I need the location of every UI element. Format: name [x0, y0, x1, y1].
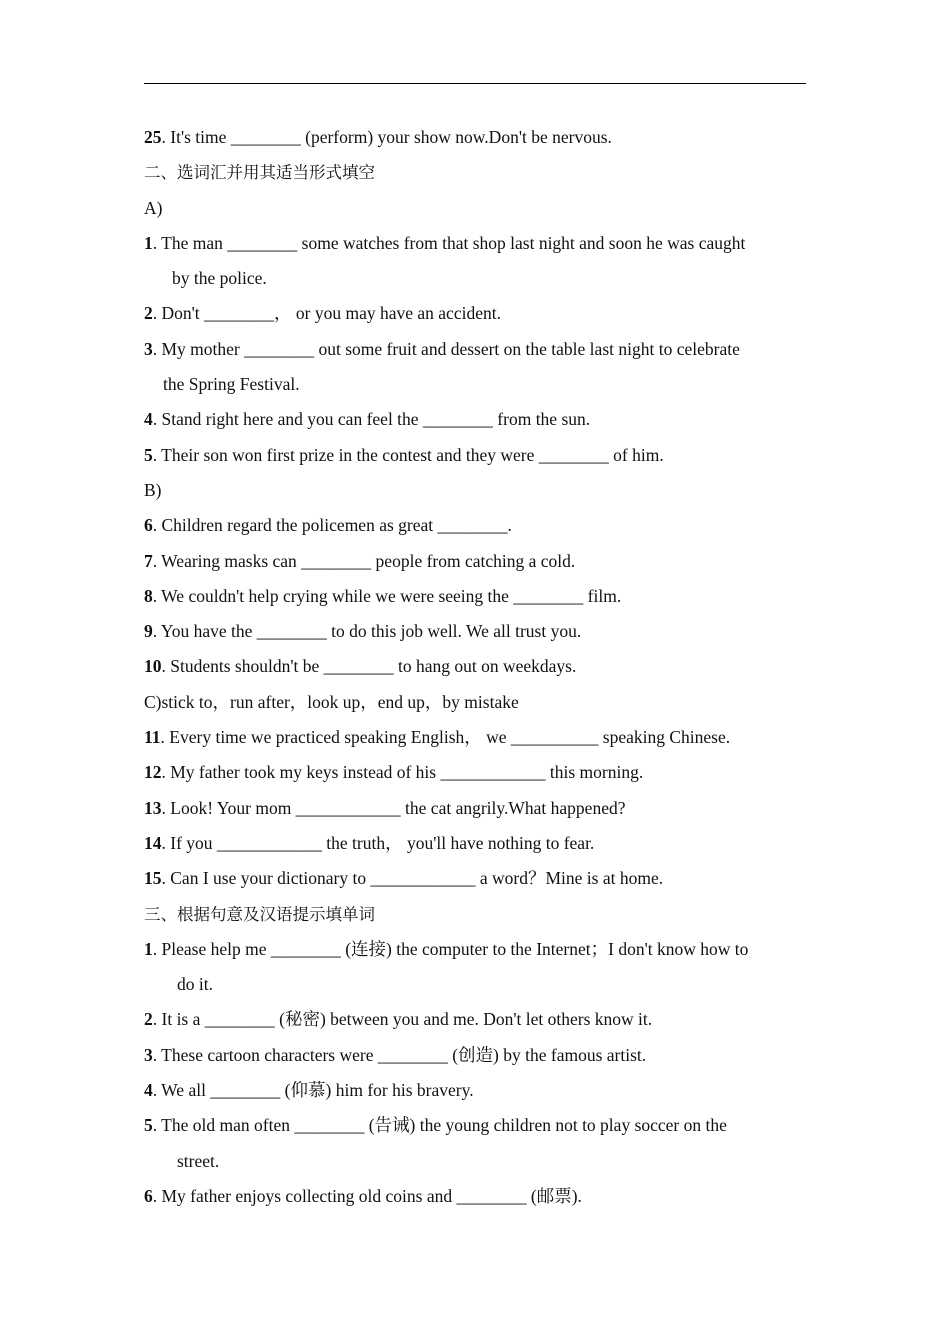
question-s6: 6. My father enjoys collecting old coins and ________ (邮票).: [144, 1185, 582, 1206]
question-number: 3: [144, 1044, 153, 1065]
header-rule: [144, 83, 806, 84]
question-a2: 2. Don't ________， or you may have an accident.: [144, 303, 501, 324]
question-number: 1: [144, 938, 153, 959]
question-number: 13: [144, 797, 162, 818]
question-number: 1: [144, 232, 153, 253]
question-number: 7: [144, 550, 153, 571]
question-a3-line2: the Spring Festival.: [163, 374, 300, 395]
part-c-word-bank: C)stick to，run after，look up，end up，by mistake: [144, 691, 519, 712]
part-b-label: B): [144, 479, 162, 500]
section-2-title: 二、选词汇并用其适当形式填空: [144, 163, 375, 183]
question-number: 9: [144, 621, 153, 642]
question-a1: [144, 226, 806, 297]
question-b6: 6. Children regard the policemen as great ________.: [144, 515, 512, 536]
question-number: 4: [144, 409, 153, 430]
question-number: 25: [144, 127, 162, 147]
question-s1: [144, 932, 806, 1003]
worksheet-content: [144, 120, 806, 1214]
question-s1-line2: do it.: [177, 974, 213, 995]
section-3-title: 三、根据句意及汉语提示填单词: [144, 904, 375, 924]
question-a3: [144, 332, 806, 403]
question-number: 8: [144, 585, 153, 606]
question-a4: 4. Stand right here and you can feel the ________ from the sun.: [144, 409, 591, 430]
question-b8: 8. We couldn't help crying while we were seeing the ________ film.: [144, 585, 622, 606]
question-c12: 12. My father took my keys instead of his ____________ this morning.: [144, 762, 644, 783]
question-a3-line1: 3. My mother ________ out some fruit and dessert on the table last night to celebrate: [144, 338, 740, 359]
question-b7: 7. Wearing masks can ________ people from catching a cold.: [144, 550, 576, 571]
question-s1-line1: 1. Please help me ________ (连接) the computer to the Internet；I don't know how to: [144, 938, 749, 959]
question-number: 6: [144, 515, 153, 536]
question-number: 12: [144, 762, 162, 783]
question-number: 2: [144, 1009, 153, 1030]
question-c13: 13. Look! Your mom ____________ the cat angrily.What happened?: [144, 797, 626, 818]
question-number: 14: [144, 832, 162, 853]
question-a1-line1: 1. The man ________ some watches from that shop last night and soon he was caught: [144, 232, 746, 253]
question-c15: 15. Can I use your dictionary to ____________ a word？Mine is at home.: [144, 868, 664, 889]
question-number: 5: [144, 444, 153, 465]
question-number: 4: [144, 1080, 153, 1101]
question-s5-line1: 5. The old man often ________ (告诫) the young children not to play soccer on the: [144, 1115, 727, 1136]
question-a1-line2: by the police.: [172, 268, 267, 289]
question-number: 5: [144, 1115, 153, 1136]
question-s2: 2. It is a ________ (秘密) between you and me. Don't let others know it.: [144, 1009, 653, 1030]
question-number: 15: [144, 868, 162, 889]
question-s4: 4. We all ________ (仰慕) him for his bravery.: [144, 1080, 474, 1101]
question-s5: [144, 1108, 806, 1179]
question-number: 10: [144, 656, 162, 677]
question-c14: 14. If you ____________ the truth， you'll have nothing to fear.: [144, 832, 595, 853]
question-b9: 9. You have the ________ to do this job well. We all trust you.: [144, 621, 582, 642]
question-s5-line2: street.: [177, 1150, 220, 1171]
question-number: 11: [144, 727, 161, 748]
question-number: 6: [144, 1185, 153, 1206]
question-c11: 11. Every time we practiced speaking English， we __________ speaking Chinese.: [144, 727, 731, 748]
question-25: 25. It's time ________ (perform) your show now.Don't be nervous.: [144, 127, 612, 147]
question-b10: 10. Students shouldn't be ________ to hang out on weekdays.: [144, 656, 577, 677]
part-a-label: A): [144, 197, 163, 218]
question-number: 3: [144, 338, 153, 359]
question-number: 2: [144, 303, 153, 324]
question-s3: 3. These cartoon characters were ________ (创造) by the famous artist.: [144, 1044, 647, 1065]
question-a5: 5. Their son won first prize in the contest and they were ________ of him.: [144, 444, 664, 465]
